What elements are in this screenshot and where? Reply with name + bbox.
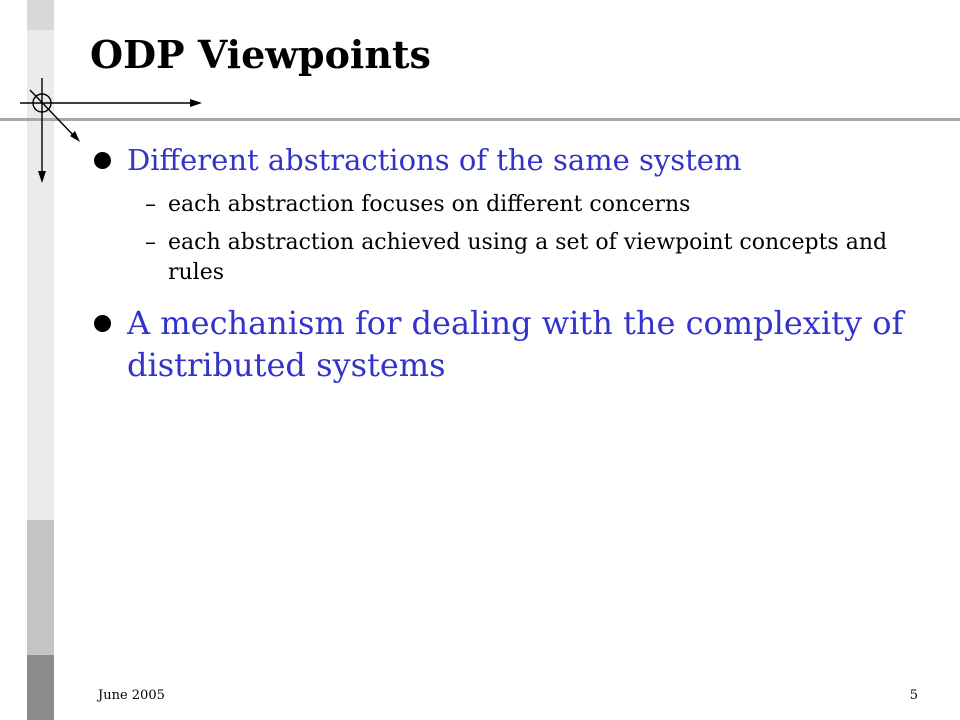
bullet-item: [90, 140, 940, 180]
bullet-dot-icon: [94, 315, 111, 332]
sub-bullet-item: [90, 190, 940, 220]
sub-bullet-text: each abstraction focuses on different concerns: [168, 192, 691, 217]
bullet-item: [90, 302, 940, 386]
page-number: 5: [909, 688, 918, 703]
sub-bullet-text: each abstraction achieved using a set of viewpoint concepts and rules: [168, 230, 888, 285]
bullet-text: A mechanism for dealing with the complexity of distributed systems: [127, 304, 904, 384]
footer-date: June 2005: [98, 688, 165, 703]
slide-title: ODP Viewpoints: [90, 32, 431, 77]
bullet-list: [90, 140, 940, 396]
dash-marker: –: [145, 230, 156, 255]
bullet-text: Different abstractions of the same system: [127, 143, 742, 177]
sub-bullet-item: [90, 228, 940, 288]
dash-marker: –: [145, 192, 156, 217]
bullet-dot-icon: [94, 152, 111, 169]
